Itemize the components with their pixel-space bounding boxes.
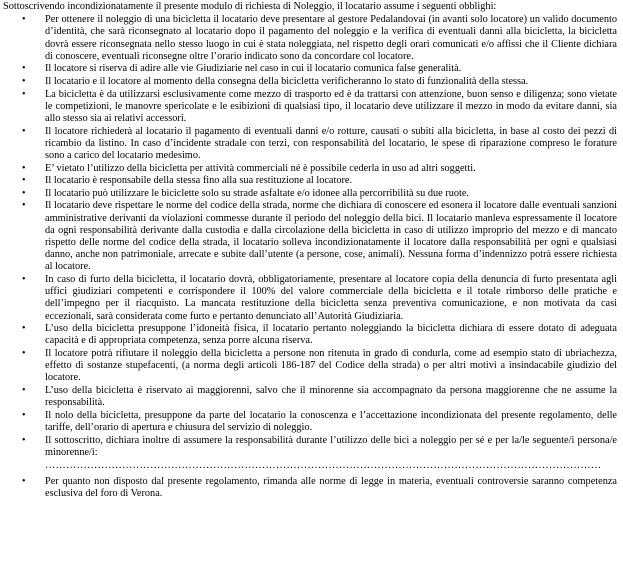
list-item [3, 175, 617, 187]
clause-text: Il nolo della bicicletta, presuppone da parte del locatario la conoscenza e l’accettazione incondizionata del presente regolamento, delle tariffe, dell’orario di apertura e chiusura del servizio di noleggio. [45, 409, 617, 433]
bullet-icon: • [22, 88, 26, 100]
list-item [3, 126, 617, 163]
clauses-list [3, 14, 617, 459]
bullet-icon: • [22, 14, 26, 26]
clause-text: Il locatario è responsabile della stessa fino alla sua restituzione al locatore. [45, 175, 353, 187]
list-item [3, 476, 617, 500]
list-item [3, 163, 617, 175]
bullet-icon: • [22, 323, 26, 335]
bullet-icon: • [22, 175, 26, 187]
rental-agreement-document [3, 1, 617, 501]
final-clause-list [3, 476, 617, 500]
clause-text: Per ottenere il noleggio di una bicicletta il locatario deve presentare al gestore Pedalandovai (in avanti solo locatore) un valido documento d’identità, che sarà riconsegnato al locatario dopo il pagamento del noleggio e la verifica di eventuali danni alla bicicletta, la bicicletta dovrà essere riconsegnata nello stesso luogo in cui è stata noleggiata, nel rispetto degli orari comunicati e/o affissi che il Cliente dichiara di conoscere, eventuali riconsegne oltre l’orario indicato sono da concordare col locatore. [45, 14, 617, 62]
bullet-icon: • [22, 384, 26, 396]
clause-text: L’uso della bicicletta è riservato ai maggiorenni, salvo che il minorenne sia accompagnato da persona maggiorenne che ne assume la responsabilità. [45, 384, 617, 409]
clause-text: La bicicletta è da utilizzarsi esclusivamente come mezzo di trasporto ed è da trattarsi con attenzione, buon senso e diligenza; sono vietate le competizioni, le manovre spericolate e le esibizioni di qualsiasi tipo, il locatario deve utilizzare il mezzo in modo da evitare danni, sia allo stesso sia ai relativi accessori. [45, 88, 617, 124]
list-item [3, 435, 617, 459]
bullet-icon: • [22, 63, 26, 75]
bullet-icon: • [22, 273, 26, 285]
bullet-icon: • [22, 162, 26, 174]
clause-text: Il locatore potrà rifiutare il noleggio della bicicletta a persone non ritenuta in grado di condurla, come ad esempio stato di ubriachezza, effetto di sostanze stupefacenti, (a norma degli articoli 186-187 del Codice della strada) o per altri motivi a insindacabile giudizio del locatore. [45, 347, 617, 384]
list-item [3, 188, 617, 200]
clause-text: Il locatario può utilizzare le biciclette solo su strade asfaltate e/o idonee alla percorribilità su due ruote. [45, 187, 470, 199]
list-item [3, 348, 617, 385]
list-item [3, 200, 617, 273]
list-item [3, 410, 617, 434]
minor-names-fill-line: …………………………………………………………………………………………………………………………………………… [45, 459, 602, 471]
clause-text: Il locatario deve rispettare le norme del codice della strada, norme che dichiara di conoscere ed esonera il locatore dalle eventuali sanzioni amministrative derivanti da violazioni commesse durante il periodo del noleggio della bici. Il locatario manleva espressamente il locatore da ogni responsabilità derivante dalla custodia e dalla circolazione della bicicletta in caso di utilizzo improprio del mezzo e di mancato rispetto delle norme del codice della strada, il locatario solleva incondizionatamente il locatore dalla responsabilità per ogni e qualsiasi danno, anche non patrimoniale, arrecate e subite dall’utente (a persone, cose, animali). Nessuna forma d’indennizzo potrà essere richiesta al locatore. [45, 200, 617, 273]
bullet-icon: • [22, 434, 26, 446]
list-item [3, 385, 617, 409]
clause-text: E’ vietato l’utilizzo della bicicletta per attività commerciali né è possibile cederla in uso ad altri soggetti. [45, 162, 476, 174]
clause-text: Il locatore richiederà al locatario il pagamento di eventuali danni e/o rotture, causati o subiti alla bicicletta, in base al costo dei pezzi di ricambio da listino. In caso d’incidente stradale con terzi, con responsabilità del locatario, le spese di riparazione compreso le forature sono a carico del locatario medesimo. [45, 125, 617, 161]
list-item [3, 89, 617, 126]
bullet-icon: • [22, 187, 26, 199]
clause-text: In caso di furto della bicicletta, il locatario dovrà, obbligatoriamente, presentare al locatore copia della denuncia di furto presentata agli uffici giudiziari competenti e corrispondere il 100% del valore commerciale della bicicletta e il totale rimborso delle pratiche e dell’impegno per il riacquisto. La mancata restituzione della bicicletta senza preventiva comunicazione, e non motivata da casi eccezionali, sarà considerata come furto e pertanto denunciato all’Autorità Giudiziaria. [45, 273, 617, 322]
bullet-icon: • [22, 200, 26, 212]
bullet-icon: • [22, 347, 26, 359]
clause-text: L’uso della bicicletta presuppone l’idoneità fisica, il locatario pertanto noleggiando la bicicletta dichiara di essere dotato di adeguata capacità e di appropriata competenza, senza porre alcuna riserva. [45, 323, 617, 347]
clause-text: Il sottoscritto, dichiara inoltre di assumere la responsabilità durante l’utilizzo delle bici a noleggio per sé e per la/le seguente/i persona/e minorenne/i: [45, 434, 617, 458]
bullet-icon: • [22, 125, 26, 137]
list-item [3, 63, 617, 75]
bullet-icon: • [22, 76, 26, 87]
bullet-icon: • [22, 409, 26, 421]
list-item [3, 274, 617, 323]
list-item [3, 323, 617, 347]
list-item [3, 76, 617, 88]
clause-text: Il locatario e il locatore al momento della consegna della bicicletta verificheranno lo stato di funzionalità della stessa. [45, 76, 529, 87]
clause-text: Il locatore si riserva di adire alle vie Giudiziarie nel caso in cui il locatario comunica false generalità. [45, 63, 462, 75]
list-item [3, 14, 617, 63]
bullet-icon: • [22, 476, 26, 488]
intro-text: Sottoscrivendo incondizionatamente il presente modulo di richiesta di Noleggio, il locatario assume i seguenti obblighi: [3, 1, 497, 12]
final-clause-text: Per quanto non disposto dal presente regolamento, rimanda alle norme di legge in materia, eventuali controversie saranno competenza esclusiva del foro di Verona. [45, 476, 617, 500]
